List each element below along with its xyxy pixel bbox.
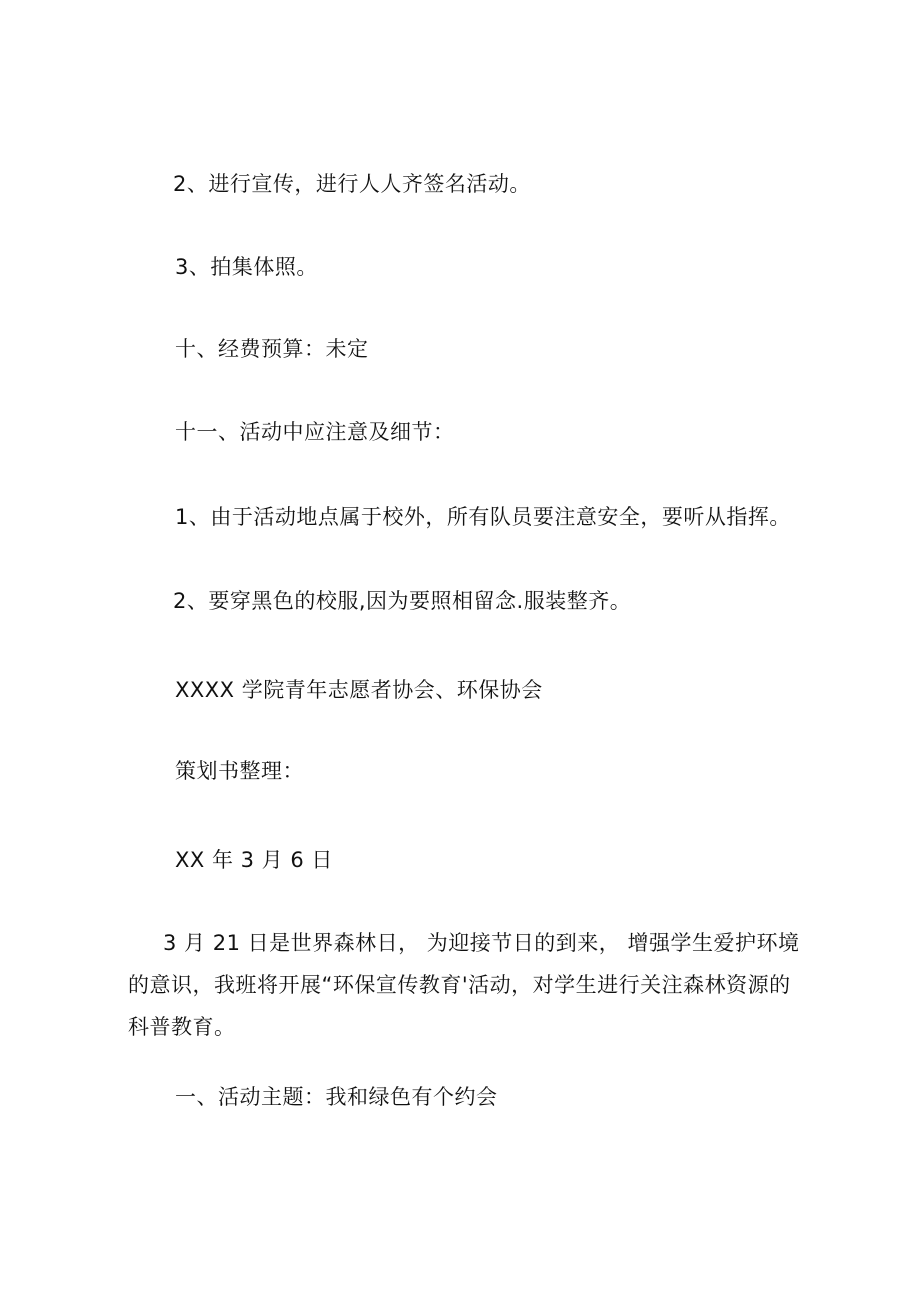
list-item-safety: 1、由于活动地点属于校外，所有队员要注意安全，要听从指挥。 <box>175 505 791 529</box>
list-item-group-photo: 3、拍集体照。 <box>175 255 318 279</box>
intro-paragraph: 3 月 21 日是世界森林日， 为迎接节日的到来， 增强学生爱护环境的意识，我班将开展“环保宣传教育'活动，对学生进行关注森林资源的科普教育。 <box>128 931 800 1039</box>
organizer-name: XXXX 学院青年志愿者协会、环保协会 <box>175 678 543 702</box>
section-heading-precautions: 十一、活动中应注意及细节： <box>175 420 455 444</box>
document-date: XX 年 3 月 6 日 <box>175 848 333 872</box>
list-item-promotion-signing: 2、进行宣传，进行人人齐签名活动。 <box>173 172 531 196</box>
list-item-uniform: 2、要穿黑色的校服,因为要照相留念.服装整齐。 <box>173 589 632 613</box>
section-heading-budget: 十、经费预算：未定 <box>175 337 369 361</box>
compiler-label: 策划书整理： <box>175 759 304 783</box>
section-heading-theme: 一、活动主题：我和绿色有个约会 <box>175 1085 498 1109</box>
